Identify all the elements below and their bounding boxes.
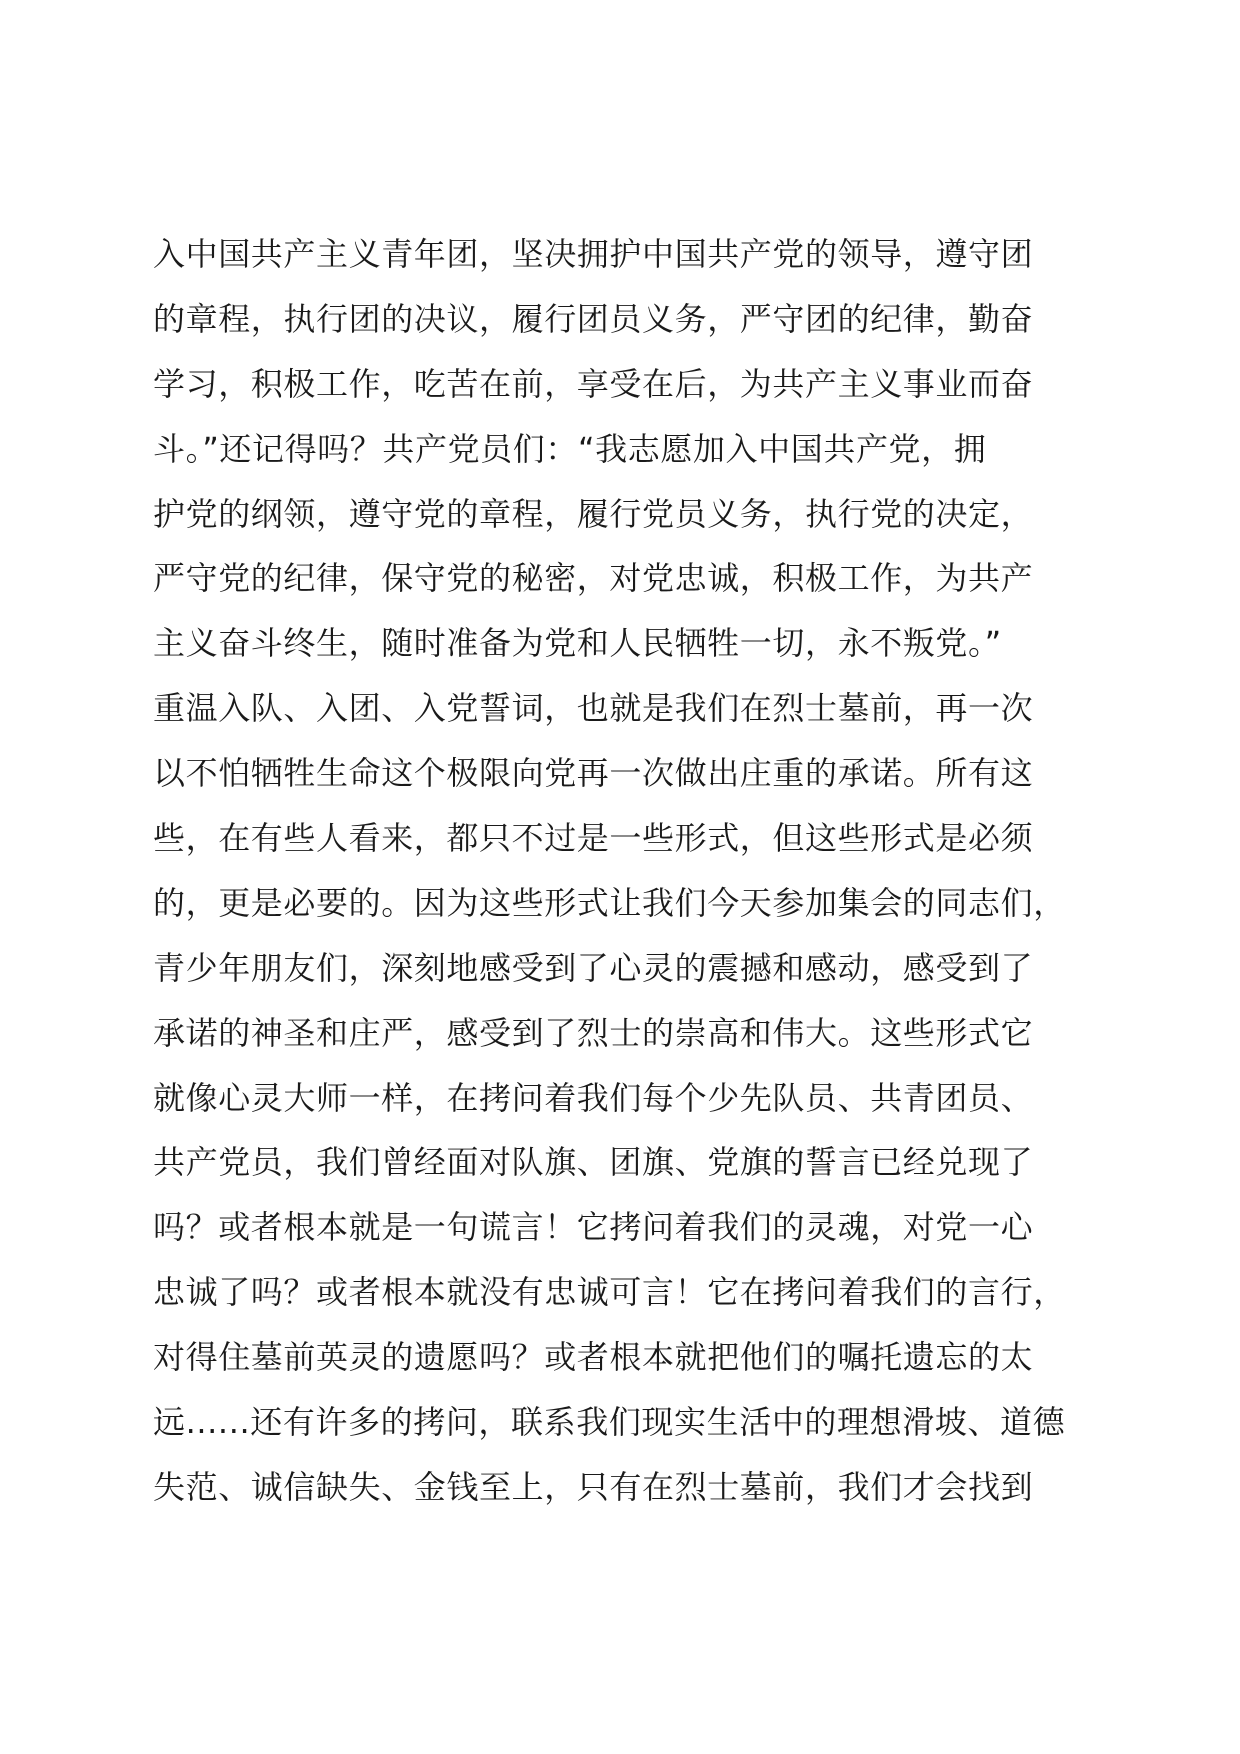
text-line: 忠诚了吗？或者根本就没有忠诚可言！它在拷问着我们的言行， bbox=[153, 1273, 1066, 1312]
text-line: 些，在有些人看来，都只不过是一些形式，但这些形式是必须 bbox=[153, 819, 1034, 858]
text-line: 青少年朋友们，深刻地感受到了心灵的震撼和感动，感受到了 bbox=[153, 948, 1034, 987]
text-line: 吗？或者根本就是一句谎言！它拷问着我们的灵魂，对党一心 bbox=[153, 1208, 1034, 1247]
text-line: 斗。”还记得吗？共产党员们：“我志愿加入中国共产党，拥 bbox=[153, 429, 987, 468]
text-line: 重温入队、入团、入党誓词，也就是我们在烈士墓前，再一次 bbox=[153, 689, 1034, 728]
text-line: 入中国共产主义青年团，坚决拥护中国共产党的领导，遵守团 bbox=[153, 235, 1034, 273]
text-line: 对得住墓前英灵的遗愿吗？或者根本就把他们的嘱托遗忘的太 bbox=[153, 1338, 1034, 1377]
text-line: 承诺的神圣和庄严，感受到了烈士的崇高和伟大。这些形式它 bbox=[153, 1013, 1034, 1052]
text-line: 失范、诚信缺失、金钱至上，只有在烈士墓前，我们才会找到 bbox=[153, 1467, 1034, 1506]
text-line: 主义奋斗终生，随时准备为党和人民牺牲一切，永不叛党。” bbox=[153, 624, 1002, 663]
text-line: 以不怕牺牲生命这个极限向党再一次做出庄重的承诺。所有这 bbox=[153, 754, 1034, 793]
text-line: 的，更是必要的。因为这些形式让我们今天参加集会的同志们， bbox=[153, 883, 1066, 922]
text-line: 远......还有许多的拷问，联系我们现实生活中的理想滑坡、道德 bbox=[153, 1403, 1066, 1442]
text-line: 共产党员，我们曾经面对队旗、团旗、党旗的誓言已经兑现了 bbox=[153, 1143, 1034, 1182]
text-line: 护党的纲领，遵守党的章程，履行党员义务，执行党的决定， bbox=[153, 494, 1034, 533]
body-paragraph bbox=[153, 222, 1113, 1520]
text-line: 就像心灵大师一样，在拷问着我们每个少先队员、共青团员、 bbox=[153, 1078, 1034, 1117]
text-line: 的章程，执行团的决议，履行团员义务，严守团的纪律，勤奋 bbox=[153, 299, 1034, 338]
text-line: 学习，积极工作，吃苦在前，享受在后，为共产主义事业而奋 bbox=[153, 364, 1034, 403]
text-line: 严守党的纪律，保守党的秘密，对党忠诚，积极工作，为共产 bbox=[153, 559, 1034, 598]
